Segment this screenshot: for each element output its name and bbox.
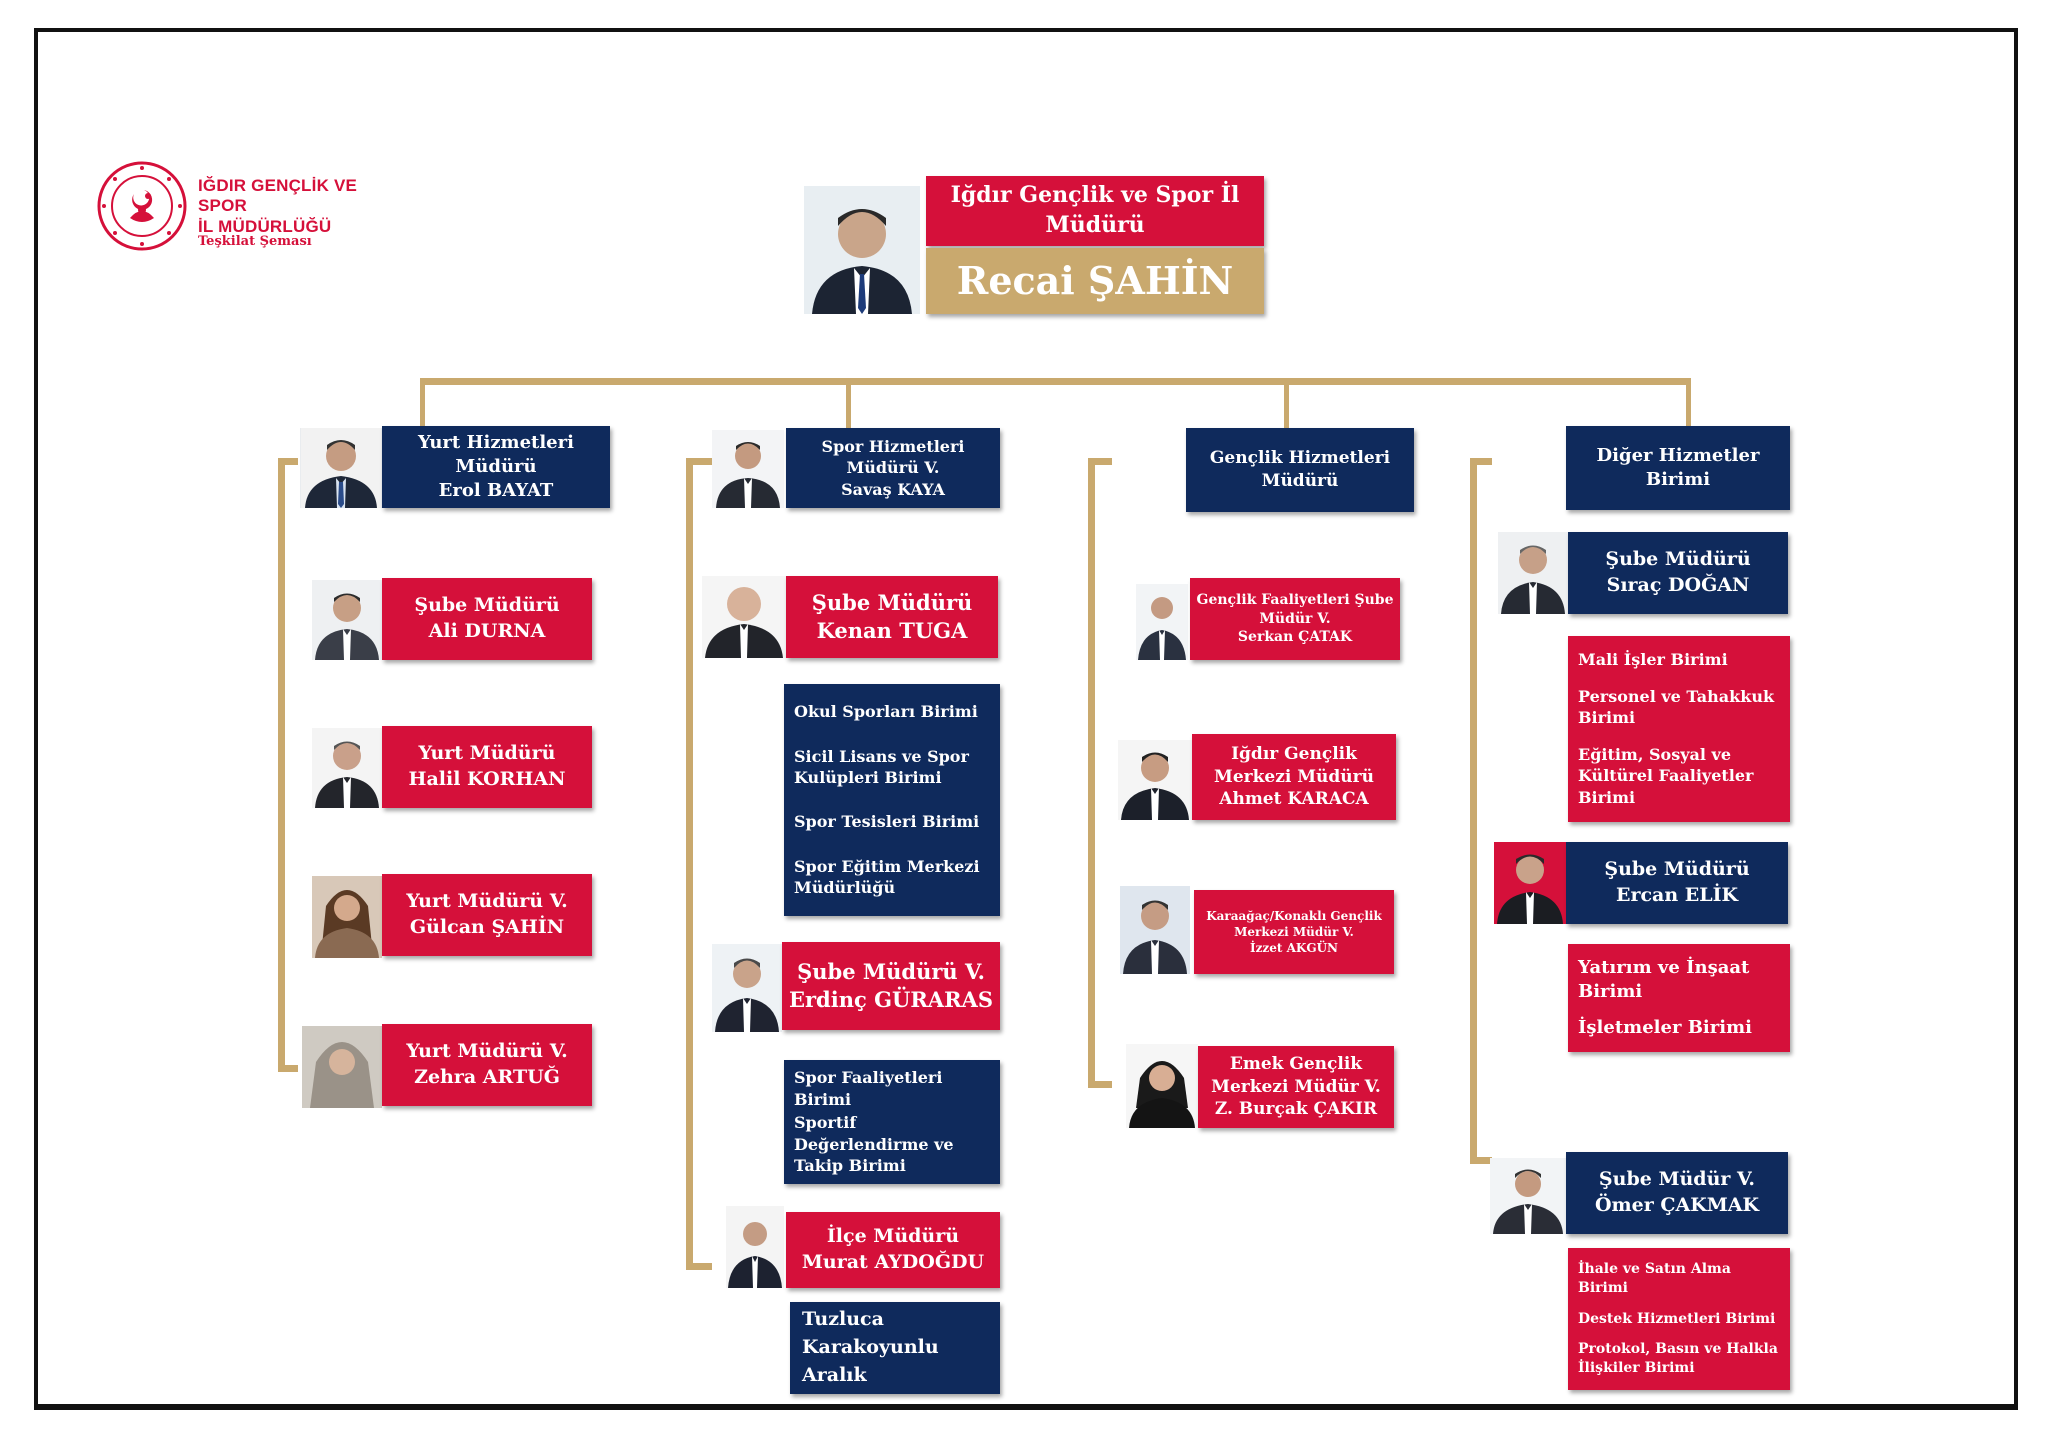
list-item: Karakoyunlu [802,1336,939,1359]
bracket-col-4 [1470,458,1492,1164]
col4-sube2-title: Şube Müdürü [1604,858,1750,881]
col3-item-2-box [1192,734,1396,820]
logo-line-2: İL MÜDÜRLÜĞÜ [198,216,332,236]
avatar [1118,740,1192,820]
list-item: Tuzluca [802,1308,884,1331]
col2-sube2-title: Şube Müdürü V. [797,958,985,984]
col2-units2-box [784,1060,1000,1184]
col1-header-name: Erol BAYAT [438,480,554,502]
avatar [1490,1158,1566,1234]
avatar [1498,532,1568,614]
list-item: Spor Eğitim Merkezi Müdürlüğü [794,856,980,898]
col2-ilce-name: Murat AYDOĞDU [801,1251,985,1273]
list-item: Yatırım ve İnşaat Birimi [1578,956,1750,1003]
avatar [312,876,382,958]
bracket-col-1 [278,458,298,1072]
avatar [712,944,782,1032]
col1-item-2-title: Yurt Müdürü [418,742,556,765]
col3-header-box [1186,428,1414,512]
col4-sube3-box [1566,1152,1788,1234]
avatar [300,428,382,508]
col3-item-3-name: İzzet AKGÜN [1249,941,1339,956]
col2-ilce-box [786,1212,1000,1288]
col1-item-4-name: Zehra ARTUĞ [414,1066,560,1088]
col2-header-title: Spor Hizmetleri Müdürü V. [821,436,965,478]
list-item: İhale ve Satın Alma Birimi [1578,1260,1731,1296]
bracket-col-3 [1088,458,1112,1088]
list-item: Spor Faaliyetleri Birimi [794,1068,943,1109]
logo-subtitle: Teşkilat Şeması [198,234,312,249]
col3-item-2-name: Ahmet KARACA [1219,789,1369,810]
col2-header-box [786,428,1000,508]
col1-item-4-box [382,1024,592,1106]
col1-header-box [382,426,610,508]
col2-units1-box [784,684,1000,916]
list-item: Protokol, Basın ve Halkla İlişkiler Birimi [1578,1341,1778,1377]
list-item: İşletmeler Birimi [1578,1016,1752,1038]
col4-sube2-box [1566,842,1788,924]
list-item: Sportif Değerlendirme ve Takip Birimi [794,1113,954,1176]
col4-units3-box [1568,1248,1790,1390]
head-title-box [926,176,1264,246]
head-name: Recai ŞAHİN [956,258,1234,304]
avatar [1126,1044,1198,1128]
col2-header-name: Savaş KAYA [841,479,945,499]
ministry-emblem-icon [96,160,188,252]
col2-ilce-title: İlçe Müdürü [826,1225,960,1248]
col4-sube1-title: Şube Müdürü [1605,548,1751,571]
connector-drop-4 [1686,378,1691,428]
col1-item-4-title: Yurt Müdürü V. [406,1040,568,1063]
col2-sube1-title: Şube Müdürü [811,589,973,615]
list-item: Sicil Lisans ve Spor Kulüpleri Birimi [794,746,969,788]
avatar [726,1206,784,1288]
avatar [312,728,382,808]
list-item: Okul Sporları Birimi [794,702,978,722]
logo-title [198,176,398,237]
connector-drop-3 [1284,378,1289,428]
list-item: Destek Hizmetleri Birimi [1578,1310,1776,1327]
col3-item-3-title: Karaağaç/Konaklı Gençlik Merkezi Müdür V. [1206,908,1382,939]
col4-sube3-title: Şube Müdür V. [1598,1168,1756,1191]
col2-sube2-box [782,942,1000,1030]
col1-item-1-name: Ali DURNA [428,620,546,642]
ministry-logo [96,160,188,252]
col2-sube2-name: Erdinç GÜRARAS [788,987,993,1012]
col1-item-1-title: Şube Müdürü [414,594,560,617]
col2-sube1-name: Kenan TUGA [816,618,968,643]
col3-header-title: Gençlik Hizmetleri Müdürü [1209,448,1391,491]
avatar [712,430,784,508]
col3-item-1-name: Serkan ÇATAK [1237,629,1353,646]
list-item: Mali İşler Birimi [1578,650,1728,670]
col4-header-box [1566,426,1790,510]
col1-header-title: Yurt Hizmetleri Müdürü [418,431,574,477]
col4-sube1-name: Sıraç DOĞAN [1606,574,1750,596]
avatar [1494,842,1566,924]
col2-sube1-box [786,576,998,658]
avatar [302,1026,382,1108]
col4-header-title: Diğer Hizmetler Birimi [1596,444,1760,490]
list-item: Aralık [802,1364,867,1387]
col1-item-2-box [382,726,592,808]
list-item: Eğitim, Sosyal ve Kültürel Faaliyetler Birimi [1578,744,1754,807]
col1-item-2-name: Halil KORHAN [408,768,566,790]
col3-item-2-title: Iğdır Gençlik Merkezi Müdürü [1214,743,1374,787]
avatar [702,576,786,658]
col3-item-3-box [1194,890,1394,974]
col4-sube3-name: Ömer ÇAKMAK [1594,1194,1760,1216]
avatar [1136,584,1188,660]
head-title: Iğdır Gençlik ve Spor İl Müdürü [950,182,1240,238]
head-name-box [926,248,1264,314]
col2-districts-box [790,1302,1000,1394]
col1-item-1-box [382,578,592,660]
connector-horizontal [420,378,1690,385]
list-item: Spor Tesisleri Birimi [794,812,980,832]
col4-units1-box [1568,636,1790,822]
avatar [312,580,382,660]
connector-drop-1 [420,378,425,428]
col4-sube1-box [1568,532,1788,614]
col1-item-3-box [382,874,592,956]
avatar [1120,886,1190,974]
col3-item-4-box [1198,1046,1394,1128]
col1-item-3-name: Gülcan ŞAHİN [409,916,565,938]
list-item: Personel ve Tahakkuk Birimi [1578,686,1775,728]
col3-item-1-title: Gençlik Faaliyetleri Şube Müdür V. [1196,591,1394,627]
head-photo [804,186,920,314]
col4-units2-box [1568,944,1790,1052]
col4-sube2-name: Ercan ELİK [1615,884,1739,906]
col3-item-1-box [1190,578,1400,660]
col3-item-4-title: Emek Gençlik Merkezi Müdür V. [1211,1053,1381,1097]
logo-line-1: IĞDIR GENÇLİK VE SPOR [198,176,358,216]
connector-drop-2 [846,378,851,428]
col3-item-4-name: Z. Burçak ÇAKIR [1214,1099,1378,1120]
col1-item-3-title: Yurt Müdürü V. [406,890,568,913]
